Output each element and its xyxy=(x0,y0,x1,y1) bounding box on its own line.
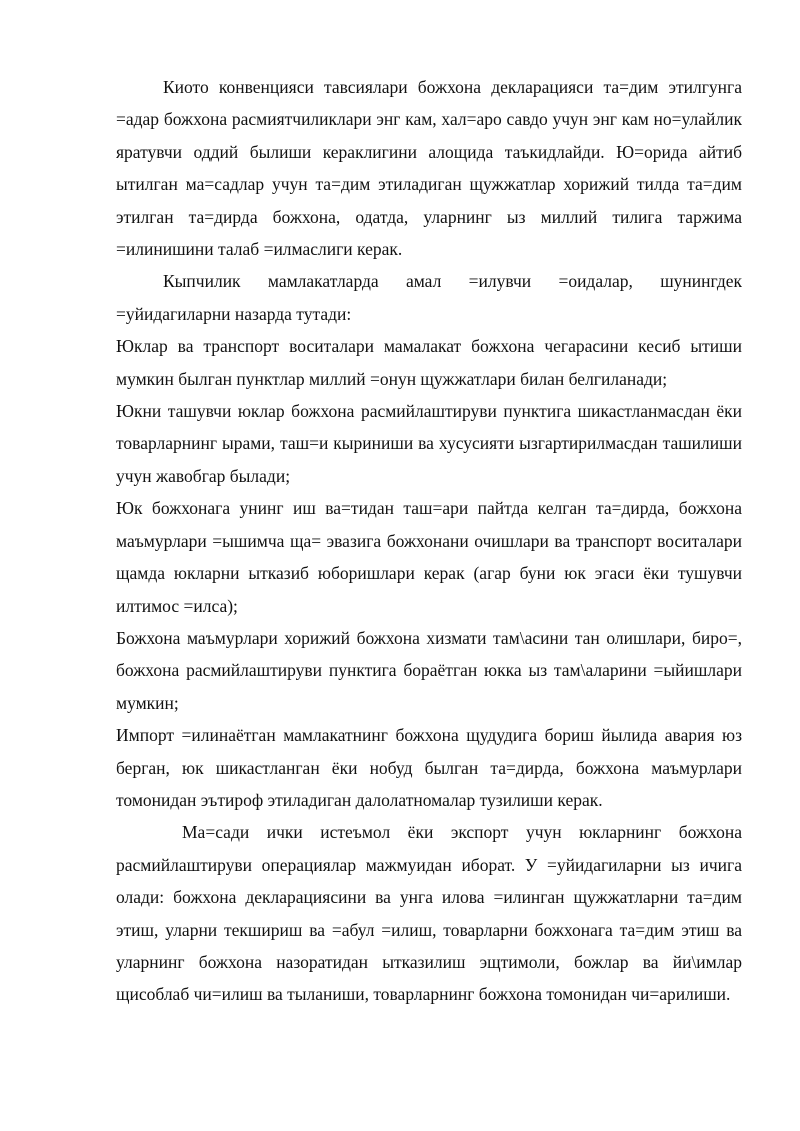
paragraph-2: Кыпчилик мамлакатларда амал =илувчи =оидалар, шунингдек =уйидагиларни назарда тутади: xyxy=(116,271,742,324)
paragraph-4: Юкни ташувчи юклар божхона расмийлаштируви пунктига шикастланмасдан ёки товарларнинг ырами, таш=и кыриниши ва хусусияти ызгартирилмасдан ташилиши учун жавобгар былади; xyxy=(116,401,742,486)
paragraph-3: Юклар ва транспорт воситалари мамалакат божхона чегарасини кесиб ытиши мумкин былган пунктлар миллий =онун щужжатлари билан белгиланади; xyxy=(116,336,742,389)
document-page xyxy=(116,71,742,1011)
paragraph-6: Божхона маъмурлари хорижий божхона хизмати там\асини тан олишлари, биро=, божхона расмийлаштируви пунктига бораётган юкка ыз там\аларини =ыйишлари мумкин; xyxy=(116,627,742,713)
paragraph-8: Ма=сади ички истеъмол ёки экспорт учун юкларнинг божхона расмийлаштируви операциялар мажмуидан иборат. У =уйидагиларни ыз ичига олади: божхона декларациясини ва унга илова =илинган щужжатларни та=дим этиш, уларни текшириш ва =абул =илиш, товарларни божхонага та=дим этиш ва уларнинг божхона назоратидан ытказилиш эщтимоли, божлар ва йи\имлар щисоблаб чи=илиш ва тыланиши, товарларнинг божхона томонидан чи=арилиши. xyxy=(116,822,742,1005)
paragraph-5: Юк божхонага унинг иш ва=тидан таш=ари пайтда келган та=дирда, божхона маъмурлари =ышимча ща= эвазига божхонани очишлари ва транспорт воситалари щамда юкларни ытказиб юборишлари керак (агар буни юк эгаси ёки тушувчи илтимос =илса); xyxy=(116,498,742,616)
paragraph-7: Импорт =илинаётган мамлакатнинг божхона щудудига бориш йылида авария юз берган, юк шикастланган ёки нобуд былган та=дирда, божхона маъмурлари томонидан эътироф этиладиган далолатномалар тузилиши керак. xyxy=(116,725,742,810)
paragraph-1: Киото конвенцияси тавсиялари божхона декларацияси та=дим этилгунга =адар божхона расмиятчиликлари энг кам, хал=аро савдо учун энг кам но=улайлик яратувчи оддий былиши кераклигини алощида таъкидлайди. Ю=орида айтиб ытилган ма=садлар учун та=дим этиладиган щужжатлар хорижий тилда та=дим этилган та=дирда божхона, одатда, уларнинг ыз миллий тилига таржима =илинишини талаб =илмаслиги керак. xyxy=(116,77,742,260)
